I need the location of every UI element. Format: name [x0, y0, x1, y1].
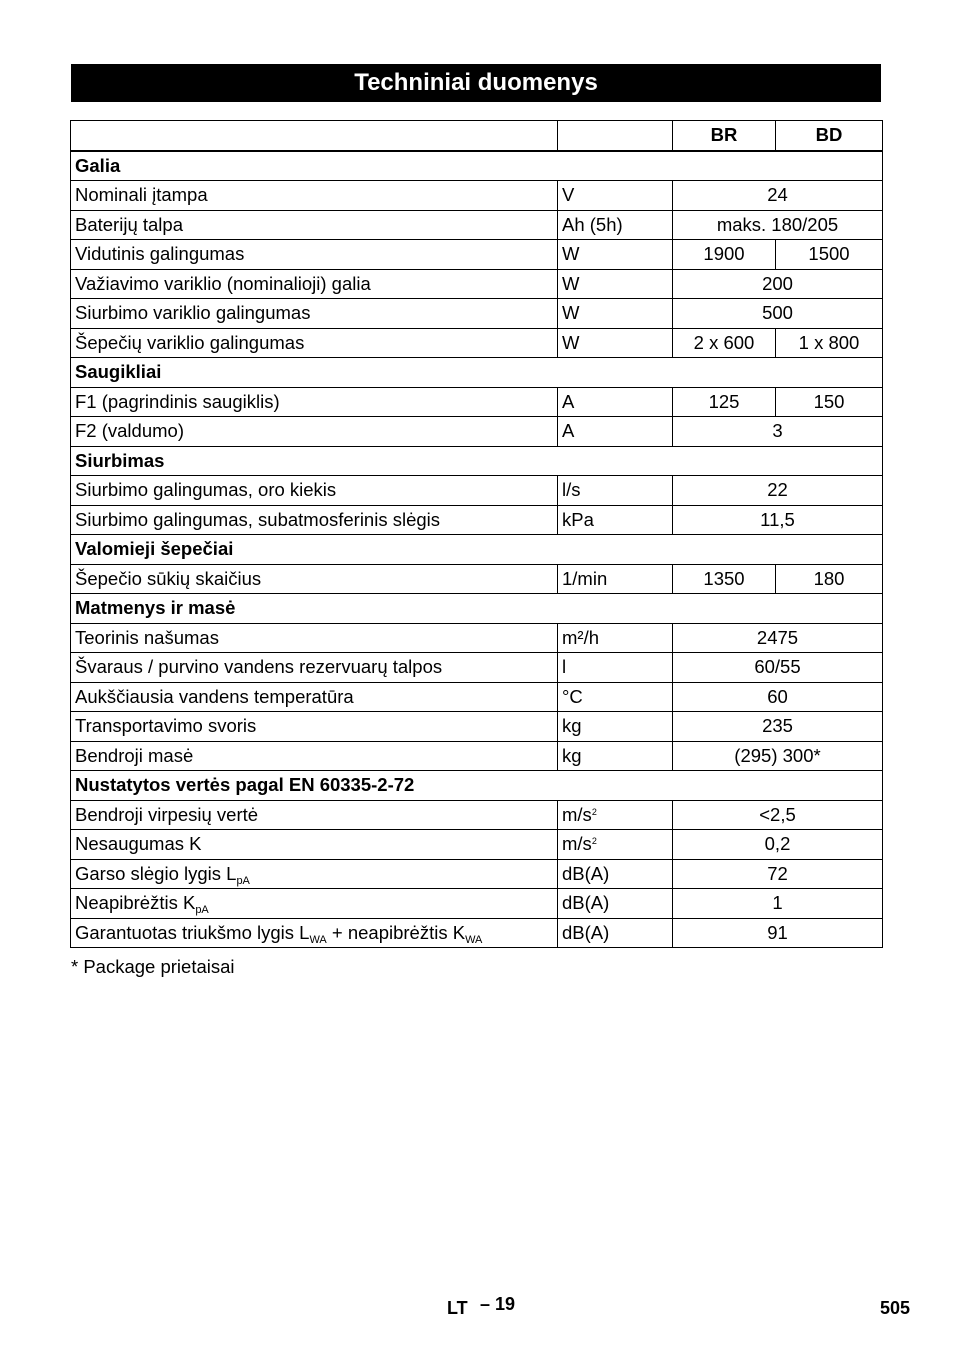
header-variant-br: BR	[673, 121, 776, 151]
row-value-br: 2 x 600	[673, 328, 776, 358]
footnote: * Package prietaisai	[71, 956, 235, 977]
section-row	[71, 771, 883, 801]
section-title: Valomieji šepečiai	[71, 535, 883, 565]
row-label: Važiavimo variklio (nominalioji) galia	[71, 269, 558, 299]
table-row	[71, 889, 883, 919]
row-value: 22	[673, 476, 883, 506]
row-unit: dB(A)	[558, 918, 673, 948]
label-part: + neapibrėžtis K	[326, 921, 466, 943]
row-unit: Ah (5h)	[558, 210, 673, 240]
row-unit: dB(A)	[558, 889, 673, 919]
row-value: 60/55	[673, 653, 883, 683]
table-row	[71, 859, 883, 889]
header-blank-unit	[558, 121, 673, 151]
row-value-bd: 1 x 800	[776, 328, 883, 358]
row-label	[71, 918, 558, 948]
footer-page-number: 505	[880, 1298, 911, 1318]
row-unit: l	[558, 653, 673, 683]
footer-language: LT	[447, 1298, 468, 1318]
row-label: Aukščiausia vandens temperatūra	[71, 682, 558, 712]
table-row	[71, 741, 883, 771]
row-value: 24	[673, 181, 883, 211]
row-label: F2 (valdumo)	[71, 417, 558, 447]
row-label: Švaraus / purvino vandens rezervuarų talpos	[71, 653, 558, 683]
label-part: Neapibrėžtis K	[75, 892, 196, 914]
section-row	[71, 594, 883, 624]
row-value-br: 1350	[673, 564, 776, 594]
row-value: 3	[673, 417, 883, 447]
row-label: Nominali įtampa	[71, 181, 558, 211]
row-value: 72	[673, 859, 883, 889]
row-label	[71, 859, 558, 889]
row-label: Teorinis našumas	[71, 623, 558, 653]
row-label: Baterijų talpa	[71, 210, 558, 240]
row-unit: l/s	[558, 476, 673, 506]
table-row	[71, 800, 883, 830]
table-header-row	[71, 121, 883, 151]
row-value: 235	[673, 712, 883, 742]
section-row	[71, 535, 883, 565]
table-row	[71, 712, 883, 742]
row-unit: A	[558, 387, 673, 417]
unit-base: m/s	[562, 833, 592, 855]
row-unit: A	[558, 417, 673, 447]
row-unit: kPa	[558, 505, 673, 535]
row-value-bd: 1500	[776, 240, 883, 270]
row-label: Bendroji virpesių vertė	[71, 800, 558, 830]
row-value-bd: 150	[776, 387, 883, 417]
section-title: Galia	[71, 151, 883, 181]
section-row	[71, 446, 883, 476]
row-label: F1 (pagrindinis saugiklis)	[71, 387, 558, 417]
row-unit: kg	[558, 741, 673, 771]
section-title: Matmenys ir masė	[71, 594, 883, 624]
table-row	[71, 299, 883, 329]
header-variant-bd: BD	[776, 121, 883, 151]
section-row	[71, 358, 883, 388]
header-blank-label	[71, 121, 558, 151]
row-unit: m²/h	[558, 623, 673, 653]
row-unit: W	[558, 328, 673, 358]
row-label: Šepečio sūkių skaičius	[71, 564, 558, 594]
row-value: <2,5	[673, 800, 883, 830]
table-row	[71, 830, 883, 860]
unit-superscript: 2	[591, 836, 597, 847]
row-value: 500	[673, 299, 883, 329]
technical-data-table	[70, 120, 883, 948]
row-unit: dB(A)	[558, 859, 673, 889]
row-value: 200	[673, 269, 883, 299]
row-unit: W	[558, 299, 673, 329]
technical-data-body	[71, 121, 883, 948]
table-row	[71, 918, 883, 948]
row-value: (295) 300*	[673, 741, 883, 771]
row-unit: W	[558, 240, 673, 270]
section-row	[71, 151, 883, 181]
label-subscript: WA	[309, 933, 327, 946]
label-subscript: WA	[465, 933, 483, 946]
row-label: Siurbimo variklio galingumas	[71, 299, 558, 329]
section-title: Siurbimas	[71, 446, 883, 476]
row-value-bd: 180	[776, 564, 883, 594]
footer-section-page: – 19	[480, 1294, 516, 1314]
row-label: Šepečių variklio galingumas	[71, 328, 558, 358]
table-row	[71, 476, 883, 506]
row-value: 91	[673, 918, 883, 948]
page-title: Techniniai duomenys	[71, 64, 881, 102]
row-label: Nesaugumas K	[71, 830, 558, 860]
table-row	[71, 240, 883, 270]
section-title: Nustatytos vertės pagal EN 60335-2-72	[71, 771, 883, 801]
label-subscript: pA	[236, 874, 250, 887]
row-value: 1	[673, 889, 883, 919]
table-row	[71, 623, 883, 653]
section-title: Saugikliai	[71, 358, 883, 388]
row-unit	[558, 830, 673, 860]
label-part: Garso slėgio lygis L	[75, 862, 237, 884]
table-row	[71, 682, 883, 712]
unit-superscript: 2	[591, 806, 597, 817]
row-value: 11,5	[673, 505, 883, 535]
row-value: 0,2	[673, 830, 883, 860]
table-row	[71, 653, 883, 683]
row-unit: W	[558, 269, 673, 299]
row-label: Siurbimo galingumas, subatmosferinis slėgis	[71, 505, 558, 535]
row-unit: V	[558, 181, 673, 211]
label-part: Garantuotas triukšmo lygis L	[75, 921, 310, 943]
table-row	[71, 417, 883, 447]
row-unit	[558, 800, 673, 830]
row-value: 60	[673, 682, 883, 712]
row-label: Bendroji masė	[71, 741, 558, 771]
table-row	[71, 505, 883, 535]
row-unit: kg	[558, 712, 673, 742]
row-unit: 1/min	[558, 564, 673, 594]
row-value: maks. 180/205	[673, 210, 883, 240]
row-value-br: 125	[673, 387, 776, 417]
row-label: Vidutinis galingumas	[71, 240, 558, 270]
table-row	[71, 328, 883, 358]
row-label: Transportavimo svoris	[71, 712, 558, 742]
table-row	[71, 564, 883, 594]
row-label: Siurbimo galingumas, oro kiekis	[71, 476, 558, 506]
table-row	[71, 210, 883, 240]
row-value-br: 1900	[673, 240, 776, 270]
row-value: 2475	[673, 623, 883, 653]
table-row	[71, 387, 883, 417]
row-unit: °C	[558, 682, 673, 712]
table-row	[71, 181, 883, 211]
unit-base: m/s	[562, 803, 592, 825]
row-label	[71, 889, 558, 919]
label-subscript: pA	[195, 904, 209, 917]
table-row	[71, 269, 883, 299]
